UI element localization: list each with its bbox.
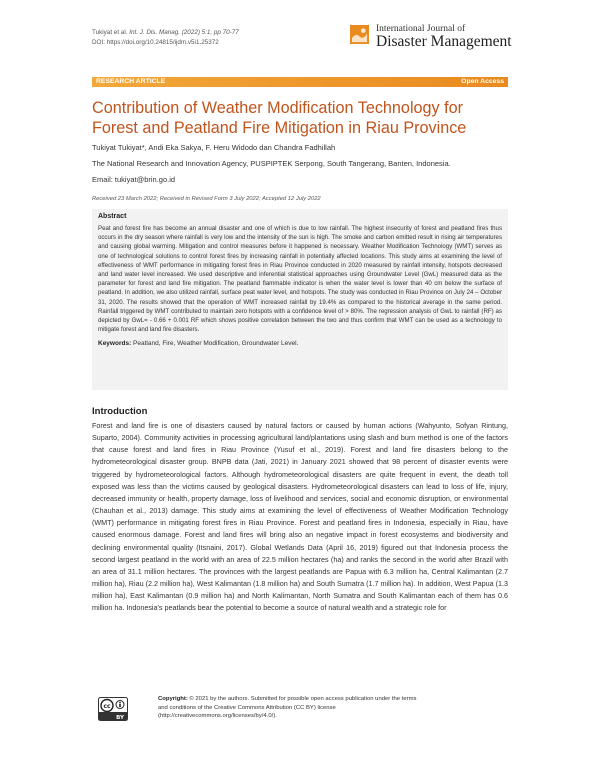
open-access-label: Open Access [461, 78, 504, 85]
article-type-banner [92, 77, 508, 87]
revised-date: 3 July 2022; [229, 196, 261, 202]
copyright-notice [158, 695, 418, 721]
received-date: 23 March 2022; [117, 196, 159, 202]
license-footer [92, 695, 508, 725]
keywords-label: Keywords: [98, 340, 132, 348]
abstract-box [92, 209, 508, 390]
citation-authors: Tukiyat et al. [92, 29, 128, 36]
abstract-text: Peat and forest fire has become an annual disaster and one of which is due to low rainfall. The highest insecurity of forest and peatland fires thus occurs in the dry season where rainfall is very low and the intensity of the sun is high. The smoke and carbon emitted result in rising air temperatures and causing global warming. Mitigation and control measures before it happened is necessary. Weather Modification Technology (WMT) serves as one of technological solutions to control forest fires by increasing rainfall in potentially affected locations. This study aims at examining the level of effectiveness of WMT performance in mitigating forest fires in Riau Province conducted in 2020 measured by rainfall intensity, hotspots decreased and land water level increased. We used descriptive and inferential statistical approaches using Groundwater Level (GwL) measured data as the parameter for forest and land fire mitigation. The peatland flammable indicator is when the water level is lower than 40 cm below the surface of peatland. In addition, we also utilized rainfall, surface peat water level, and hotspots. The study was conducted in Riau Province on July 24 – October 31, 2020. The results showed that the operation of WMT increased rainfall by 19.4% as compared to the historical average in the same period. Rainfall triggered by WMT contributed to maintain zero hotspots with a confidence level of > 80%. The regression analysis of GwL to rainfall (RF) as depicted by GwL= - 0.66 + 0.001 RF which shows positive correlation between the two and thus confirm that WMT can be used as a technology to mitigate forest and land fire disasters. [98, 225, 502, 334]
journal-logo [350, 24, 520, 54]
cc-badge-text: cc [103, 702, 111, 710]
cc-by-license-icon[interactable] [98, 697, 128, 721]
citation-journal: Int. J. Dis. Manag. (2022) 5:1, pp 70-77 [129, 29, 239, 36]
keywords-list: Peatland, Fire, Weather Modification, Groundwater Level. [133, 340, 299, 348]
revised-label: Received in Revised Form [159, 196, 228, 202]
copyright-label: Copyright: [158, 696, 188, 702]
article-type-label: RESEARCH ARTICLE [96, 78, 166, 85]
cc-by-text: BY [116, 715, 124, 721]
journal-name-line2: Disaster Management [376, 33, 512, 50]
introduction-heading: Introduction [92, 406, 148, 417]
accepted-label: Accepted [261, 196, 287, 202]
corresponding-email[interactable]: Email: tukiyat@brin.go.id [92, 175, 176, 184]
keywords [98, 340, 502, 347]
running-header [92, 28, 239, 48]
article-title: Contribution of Weather Modification Technology for Forest and Peatland Fire Mitigation in Riau Province [92, 99, 467, 137]
article-dates [92, 196, 321, 202]
journal-name-line1: International Journal of [376, 24, 466, 34]
citation-line [92, 28, 239, 38]
doi-link[interactable]: DOI: https://doi.org/10.24815/ijdm.v5i1.25372 [92, 39, 219, 46]
introduction-text: Forest and land fire is one of disasters caused by natural factors or caused by human actions (Wahyunto, Sofyan Rintung, Suparto, 2004). Community activities in processing agricultural land/plantations using slash and burn method is one of the factors that cause forest and land fires in Riau Province (Yusuf et al., 2019). Forest and land fire disasters belong to the hydrometeorological disaster group. BNPB data (Jati, 2021) in January 2021 showed that 98 percent of disaster events were triggered by hydrometeorological factors. Although hydrometeorological disasters are quite frequent in event, the death toll exposed was less than the victims caused by geological disasters. Hydrometeorological disasters can lead to loss of life, injury, decreased immunity or health, property damage, loss of livelihood and services, social and economic disruption, or environmental (Chauhan et al., 2013) damage. This study aims at examining the level of effectiveness of Weather Modification Technology (WMT) performance in mitigating forest fires in Riau Province. Forest and peatland fires in Indonesia, especially in Riau, have caused enormous damage. Forest and land fires will bring also an negative impact in forest ecosystems and biodiversity and declining environmental quality (Itsnaini, 2017). Global Wetlands Data (April 16, 2019) figured out that Indonesia process the second largest peatland in the world with an area of 22.5 million hectares (ha) and ranks the second in the world after Brazil with an area of 31.1 million hectares. The provinces with the largest peatlands are Papua with 6.3 million ha, Central Kalimantan (2.7 million ha), Riau (2.2 million ha), West Kalimantan (1.8 million ha) and South Sumatra (1.7 million ha). In addition, West Papua (1.3 million ha), East Kalimantan (0.9 million ha) and North Kalimantan, North Sumatra and South Kalimantan each of them has 0.6 million ha. Indonesia's peatlands bear the potential to become a source of natural wealth and a strategic role for [92, 421, 508, 613]
affiliation: The National Research and Innovation Agency, PUSPIPTEK Serpong, South Tangerang, Banten, Indonesia. [92, 159, 451, 168]
journal-emblem-icon [350, 25, 369, 44]
copyright-text: © 2021 by the authors. Submitted for possible open access publication under the terms and conditions of the Creative Commons Attribution (CC BY) license (http://creativecommons.org/licenses/by/4.0/). [158, 696, 417, 719]
author-list: Tukiyat Tukiyat*, Andi Eka Sakya, F. Heru Widodo dan Chandra Fadhillah [92, 143, 336, 152]
received-label: Received [92, 196, 117, 202]
accepted-date: 12 July 2022 [287, 196, 321, 202]
abstract-heading: Abstract [98, 213, 127, 220]
